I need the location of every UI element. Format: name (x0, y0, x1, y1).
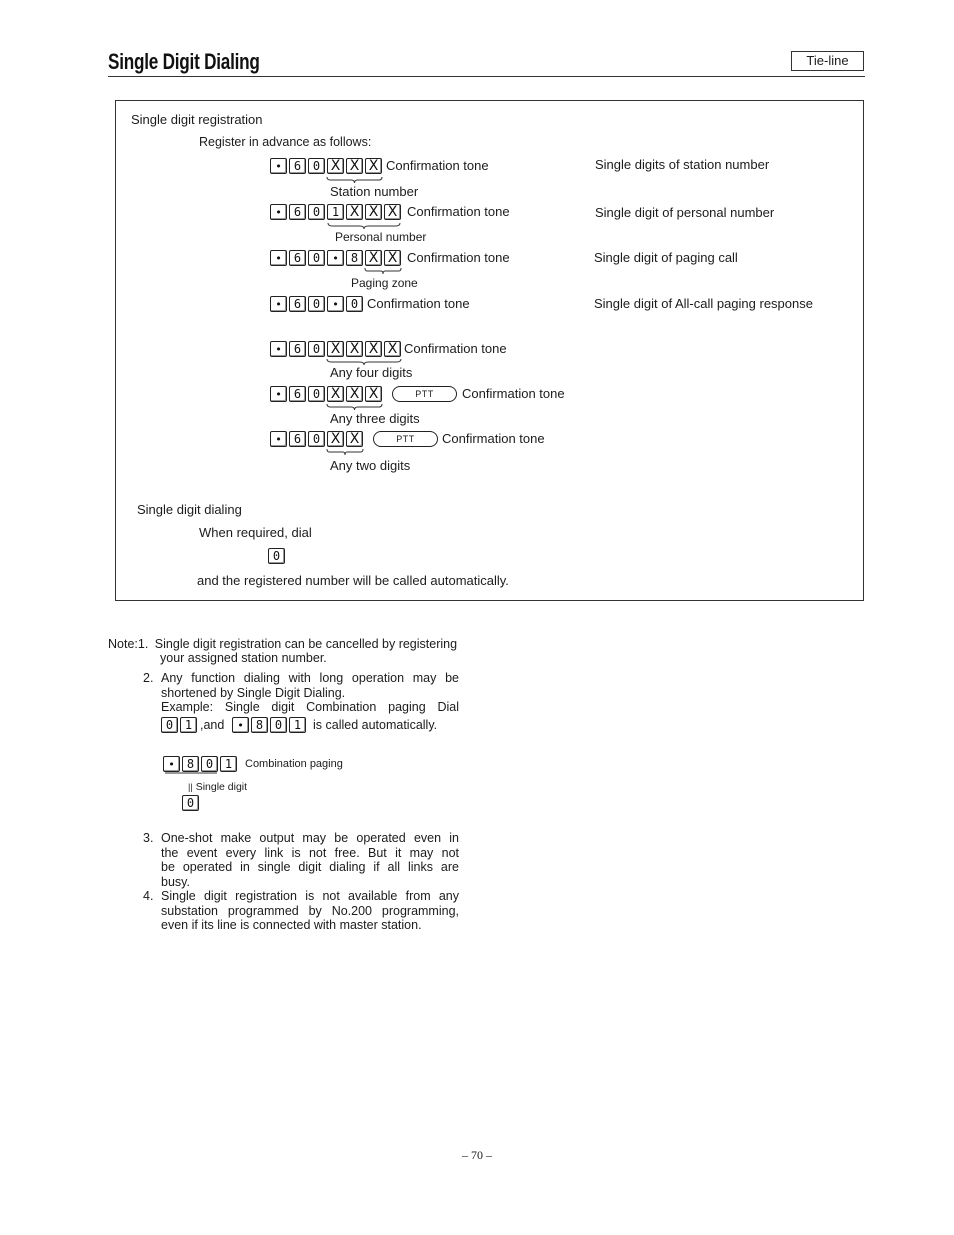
example-keys-short (161, 717, 199, 733)
key-8: 8 (182, 756, 199, 772)
key-any-digit: X (327, 386, 344, 402)
key-any-digit: X (365, 386, 382, 402)
key-dot: • (327, 250, 344, 266)
key-dot: • (270, 296, 287, 312)
key-dot: • (163, 756, 180, 772)
note-text: busy. (161, 875, 190, 889)
note-text: your assigned station number. (160, 651, 327, 665)
example-keys-full (232, 717, 308, 733)
key-0: 0 (308, 431, 325, 447)
row-description: Single digit of personal number (595, 205, 775, 220)
key-0: 0 (201, 756, 218, 772)
section-tag: Tie-line (791, 51, 864, 71)
key-6: 6 (289, 431, 306, 447)
note-text: Example: Single digit Combination paging Dial (161, 700, 459, 714)
confirmation-tone-label: Confirmation tone (404, 341, 507, 356)
page-number: – 70 – (462, 1148, 492, 1162)
note-marker: 2. (143, 671, 154, 685)
key-group-label: Any four digits (330, 365, 413, 380)
key-dot: • (270, 386, 287, 402)
underbrace (365, 268, 401, 274)
dialing-intro: When required, dial (199, 525, 312, 540)
key-group-label: Station number (330, 184, 419, 199)
confirmation-tone-label: Confirmation tone (442, 431, 545, 446)
row-description: Single digits of station number (595, 157, 770, 172)
key-6: 6 (289, 250, 306, 266)
note-text: Single digit registration can be cancelled by registering (154, 637, 458, 651)
key-any-digit: X (365, 250, 382, 266)
key-sequence-personal (270, 204, 403, 220)
confirmation-tone-label: Confirmation tone (386, 158, 489, 173)
dial-key (268, 548, 287, 564)
note-1-line (108, 637, 457, 651)
key-8: 8 (346, 250, 363, 266)
key-6: 6 (289, 296, 306, 312)
note-text: One-shot make output may be operated even in (161, 831, 459, 845)
key-any-digit: X (327, 341, 344, 357)
note-text: the event every link is not free. But it may not (161, 846, 459, 860)
key-group-label: Personal number (335, 230, 427, 244)
row-description: Single digit of paging call (594, 250, 738, 265)
key-dot: • (270, 341, 287, 357)
key-any-digit: X (365, 204, 382, 220)
illustration-single-key (182, 795, 201, 811)
registration-intro: Register in advance as follows: (199, 135, 372, 149)
key-group-label: Paging zone (351, 276, 418, 290)
page-title: Single Digit Dialing (108, 49, 260, 74)
illustration-keys (163, 756, 239, 772)
confirmation-tone-label: Confirmation tone (407, 250, 510, 265)
dialing-result: and the registered number will be called automatically. (197, 573, 509, 588)
key-0: 0 (308, 341, 325, 357)
key-0: 0 (268, 548, 285, 564)
key-sequence-paging (270, 250, 403, 266)
key-dot: • (270, 431, 287, 447)
underbrace (327, 177, 382, 183)
illustration-sub-label (188, 780, 247, 794)
key-any-digit: X (327, 431, 344, 447)
key-sequence-three-digits (270, 386, 384, 402)
sub-label-text: Single digit (195, 781, 248, 793)
registration-heading: Single digit registration (131, 112, 263, 127)
key-any-digit: X (346, 204, 363, 220)
key-1: 1 (180, 717, 197, 733)
key-sequence-four-digits (270, 341, 403, 357)
key-dot: • (232, 717, 249, 733)
key-any-digit: X (346, 158, 363, 174)
key-1: 1 (220, 756, 237, 772)
key-0: 0 (161, 717, 178, 733)
note-text: Any function dialing with long operation may be (161, 671, 459, 685)
key-dot: • (270, 250, 287, 266)
key-0: 0 (308, 386, 325, 402)
example-joiner: ,and (200, 718, 225, 732)
header-rule (108, 76, 865, 77)
confirmation-tone-label: Confirmation tone (462, 386, 565, 401)
key-sequence-two-digits (270, 431, 365, 447)
note-text: Single digit registration is not available from any (161, 889, 459, 903)
note-marker: 4. (143, 889, 154, 903)
underbrace (327, 404, 382, 410)
key-any-digit: X (346, 431, 363, 447)
key-group-label: Any two digits (330, 458, 411, 473)
key-any-digit: X (327, 158, 344, 174)
note-text: substation programmed by No.200 programming, (161, 904, 459, 918)
key-0: 0 (308, 296, 325, 312)
key-6: 6 (289, 386, 306, 402)
key-0: 0 (308, 158, 325, 174)
key-group-label: Any three digits (330, 411, 420, 426)
key-any-digit: X (384, 204, 401, 220)
equals-mark: || (188, 782, 193, 792)
key-6: 6 (289, 204, 306, 220)
row-description: Single digit of All-call paging response (594, 296, 813, 311)
confirmation-tone-label: Confirmation tone (407, 204, 510, 219)
key-0: 0 (346, 296, 363, 312)
key-sequence-station (270, 158, 384, 174)
key-1: 1 (327, 204, 344, 220)
illustration-label: Combination paging (245, 758, 343, 770)
key-0: 0 (308, 204, 325, 220)
key-6: 6 (289, 341, 306, 357)
dialing-heading: Single digit dialing (137, 502, 242, 517)
confirmation-tone-label: Confirmation tone (367, 296, 470, 311)
key-6: 6 (289, 158, 306, 174)
underbrace (327, 449, 363, 455)
key-0: 0 (182, 795, 199, 811)
key-any-digit: X (365, 341, 382, 357)
key-0: 0 (270, 717, 287, 733)
key-8: 8 (251, 717, 268, 733)
key-any-digit: X (384, 341, 401, 357)
key-1: 1 (289, 717, 306, 733)
example-suffix: is called automatically. (313, 718, 438, 732)
key-any-digit: X (384, 250, 401, 266)
note-text: shortened by Single Digit Dialing. (161, 686, 346, 700)
key-dot: • (270, 204, 287, 220)
key-dot: • (327, 296, 344, 312)
key-dot: • (270, 158, 287, 174)
ptt-key: PTT (392, 386, 457, 402)
note-text: even if its line is connected with master station. (161, 918, 422, 932)
note-marker: Note:1. (108, 637, 149, 651)
key-sequence-all-call (270, 296, 365, 312)
underbrace (165, 773, 217, 779)
key-0: 0 (308, 250, 325, 266)
key-any-digit: X (365, 158, 382, 174)
ptt-key: PTT (373, 431, 438, 447)
key-any-digit: X (346, 341, 363, 357)
key-any-digit: X (346, 386, 363, 402)
note-text: be operated in single digit dialing if all links are (161, 860, 459, 874)
note-marker: 3. (143, 831, 154, 845)
